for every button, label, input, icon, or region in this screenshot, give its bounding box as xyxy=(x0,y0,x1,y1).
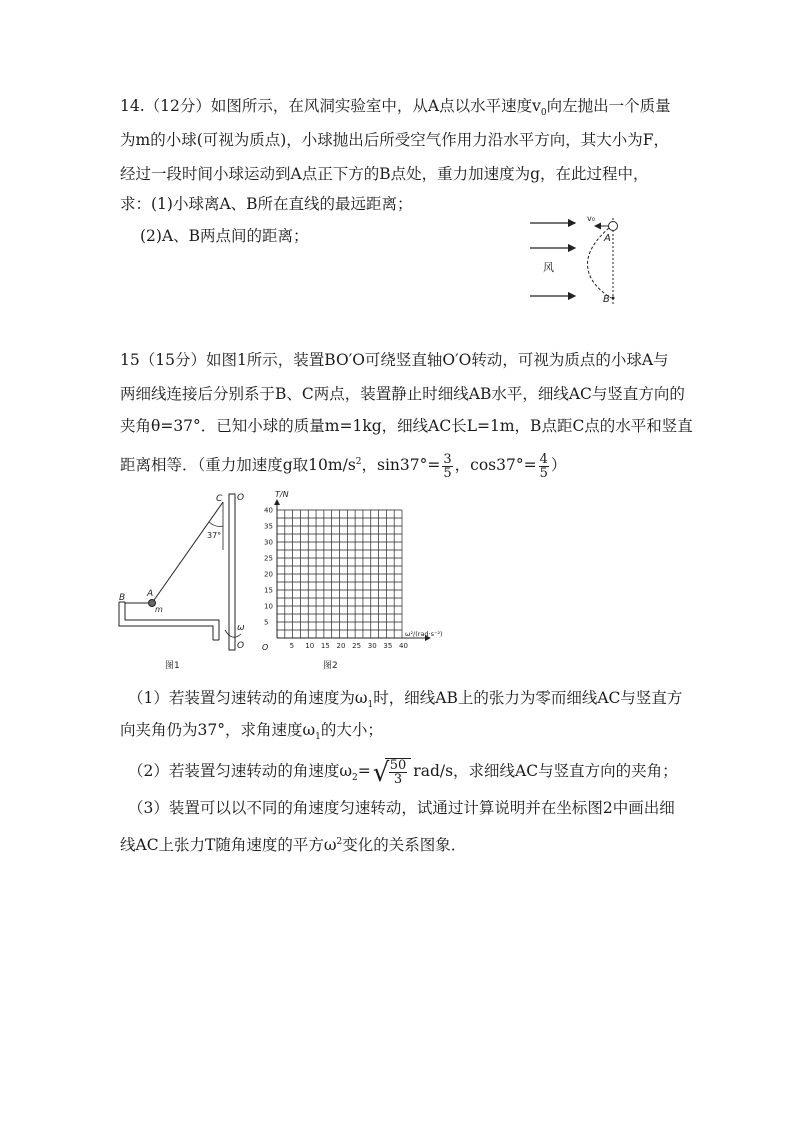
q14-line-5: (2)A、B两点间的距离； xyxy=(140,227,309,245)
q15-line-2: 两细线连接后分别系于B、C两点，装置静止时细线AB水平，细线AC与竖直方向的 xyxy=(120,385,685,403)
angle-label: 37° xyxy=(207,531,222,540)
fig1-omega: ω xyxy=(237,623,245,633)
q15-figure-1 xyxy=(115,490,250,670)
y-tick-label: 5 xyxy=(264,618,269,627)
y-tick-label: 20 xyxy=(264,570,273,579)
fig2-ylabel: T/N xyxy=(275,490,289,499)
fig2-origin: O xyxy=(262,643,269,652)
x-tick-label: 20 xyxy=(336,642,346,650)
fig2-xlabel: ω²/(rad·s⁻²) xyxy=(405,630,443,638)
y-tick-label: 25 xyxy=(264,554,273,563)
x-tick-label: 25 xyxy=(352,642,362,650)
fig1-label-o-top: O xyxy=(237,493,245,503)
y-tick-label: 40 xyxy=(264,506,273,515)
q15-sub1-line-2: 向夹角仍为37°，求角速度$\omega_1$的大小； xyxy=(120,721,383,743)
x-tick-label: 10 xyxy=(305,642,315,650)
fig2-caption: 图2 xyxy=(323,661,338,671)
q15-figure-2 xyxy=(255,488,455,673)
point-b-label: B xyxy=(603,294,610,305)
x-tick-label: 35 xyxy=(383,642,393,650)
fig1-label-b: B xyxy=(119,593,126,603)
fig1-label-c: C xyxy=(216,494,223,504)
q15-line-4: 距离相等．（重力加速度g取$10m/s^2$，sin37°= $\frac{3}{5}$ ，cos37°= $\frac{4}{5}$ ） xyxy=(120,451,567,481)
cos-fraction: $\frac{4}{5}$ xyxy=(539,451,548,481)
x-tick-label: 5 xyxy=(289,642,295,650)
y-tick-label: 10 xyxy=(264,602,273,611)
v0-label: v₀ xyxy=(587,214,595,223)
q15-sub3-line-2: 线AC上张力T随角速度的平方$\omega^2$变化的关系图象． xyxy=(120,836,467,855)
sin-fraction: $\frac{3}{5}$ xyxy=(443,451,452,481)
q15-line-3: 夹角θ=37°．已知小球的质量m=1kg，细线AC长L=1m，B点距C点的水平和竖直 xyxy=(120,417,693,435)
q15-sub1-line-1: （1）若装置匀速转动的角速度为$\omega_1$时，细线AB上的张力为零而细线AC与竖直方 xyxy=(128,689,683,711)
point-a-label: A xyxy=(604,233,611,244)
x-tick-label: 40 xyxy=(399,642,408,650)
q15-line-1: 15（15分）如图1所示，装置BO′O可绕竖直轴O′O转动，可视为质点的小球A与 xyxy=(120,351,669,369)
fig1-label-m: m xyxy=(155,605,163,614)
q15-sub2: （2）若装置匀速转动的角速度$\omega_2=$ √ $\frac{50}{3}$ rad/s，求细线AC与竖直方向的夹角； xyxy=(128,758,678,788)
wind-label: 风 xyxy=(543,261,554,274)
fig1-label-a: A xyxy=(147,589,154,599)
q15-sub3-line-1: （3）装置可以以不同的角速度匀速转动，试通过计算说明并在坐标图2中画出细 xyxy=(128,799,675,817)
y-tick-label: 15 xyxy=(264,586,273,595)
fig1-caption: 图1 xyxy=(165,661,180,670)
y-tick-label: 35 xyxy=(264,522,273,531)
q14-line-4: 求：(1)小球离A、B所在直线的最远距离； xyxy=(120,195,413,213)
sqrt-expression: √ $\frac{50}{3}$ xyxy=(373,758,412,786)
q14-line-1: 14.（12分）如图所示，在风洞实验室中，从A点以水平速度$v_0$向左抛出一个质量 xyxy=(120,97,671,119)
fig1-label-o-bottom: O xyxy=(237,641,245,651)
q14-line-3: 经过一段时间小球运动到A点正下方的B点处，重力加速度为g，在此过程中， xyxy=(120,165,649,183)
q14-wind-figure xyxy=(525,208,635,308)
x-tick-label: 15 xyxy=(320,642,330,650)
y-tick-label: 30 xyxy=(264,538,273,547)
x-tick-label: 30 xyxy=(367,642,377,650)
q14-line-2: 为m的小球(可视为质点)，小球抛出后所受空气作用力沿水平方向，其大小为F， xyxy=(120,131,670,149)
